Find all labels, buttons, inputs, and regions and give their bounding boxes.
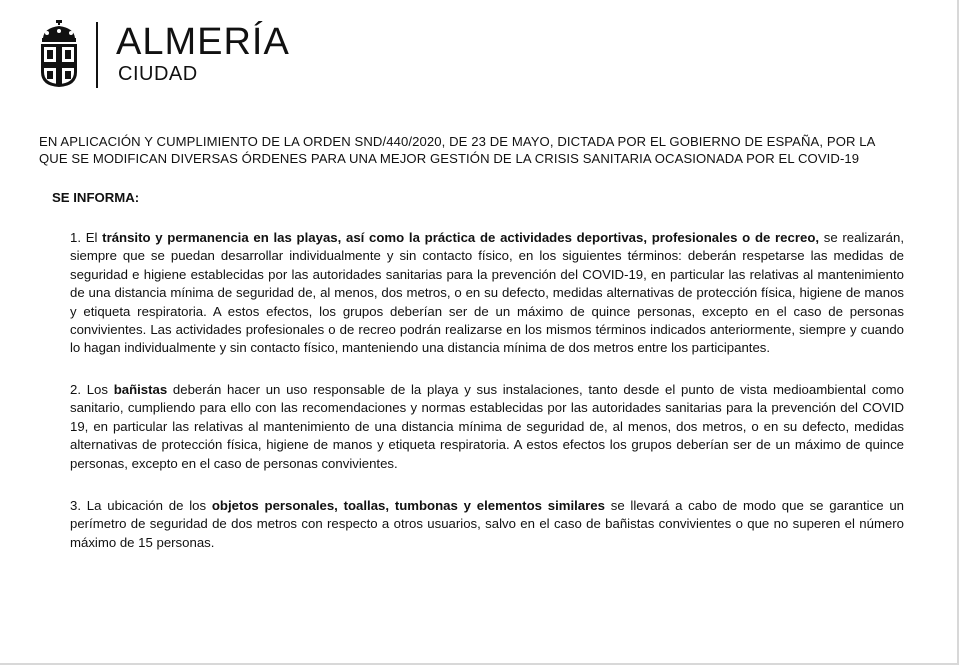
paragraph-3-lead: 3. La ubicación de los [70,498,212,513]
paragraph-2-lead: 2. Los [70,382,114,397]
brand-subtitle: CIUDAD [118,63,198,85]
intro-heading [39,133,905,167]
paragraph-3 [70,497,904,552]
header [38,20,338,90]
brand-title: ALMERÍA [116,21,290,63]
paragraph-2-rest: deberán hacer un uso responsable de la playa y sus instalaciones, tanto desde el punto de vista medioambiental como sanitario, cumpliendo para ello con las recomendaciones y normas establecidas por las autoridades sanitarias para la prevención del COVID 19, en particular las relativas al mantenimiento de una distancia mínima de seguridad de, al menos, dos metros, o en su defecto, medidas alternativas de protección física, higiene de manos y etiqueta respiratoria. A estos efectos los grupos deberían ser de un máximo de quince personas, excepto en el caso de personas convivientes. [70,382,904,471]
paragraph-1-bold: tránsito y permanencia en las playas, así como la práctica de actividades deportivas, profesionales o de recreo, [102,230,820,245]
intro-line-1: EN APLICACIÓN Y CUMPLIMIENTO DE LA ORDEN SND/440/2020, DE 23 DE MAYO, DICTADA POR EL GOBIERNO DE ESPAÑA, POR LA [39,134,876,149]
paragraph-1-lead: 1. El [70,230,103,245]
paragraph-1-rest: se realizarán, siempre que se puedan desarrollar individualmente y sin contacto físico, en los siguientes términos: deberán respetarse las medidas de seguridad e higiene establecidas por las autoridades sanitarias para la prevención del COVID-19, en particular las relativas al mantenimiento de una distancia mínima de seguridad de, al menos, dos metros, o en su defecto, medidas alternativas de protección física, higiene de manos y etiqueta respiratoria. A estos efectos, los grupos deberían ser de un máximo de quince personas, excepto en el caso de personas convivientes. Las actividades profesionales o de recreo podrán realizarse en los mismos términos indicados anteriormente, siempre y cuando lo hagan individualmente y sin contacto físico, manteniendo una distancia mínima de dos metros entre los participantes. [70,230,904,356]
intro-line-2: QUE SE MODIFICAN DIVERSAS ÓRDENES PARA UNA MEJOR GESTIÓN DE LA CRISIS SANITARIA OCASIONADA POR EL COVID-19 [39,151,860,166]
paragraph-3-bold: objetos personales, toallas, tumbonas y elementos similares [211,498,605,513]
paragraph-2 [70,381,904,473]
paragraph-1 [70,229,904,358]
header-divider [96,22,98,88]
city-crest-icon [38,20,80,88]
paragraph-3-rest: se llevará a cabo de modo que se garantice un perímetro de seguridad de dos metros con respecto a otros usuarios, salvo en el caso de bañistas convivientes o que no superen el número máximo de 15 personas. [70,498,904,550]
informa-label: SE INFORMA: [52,190,140,205]
paragraph-2-bold: bañistas [113,382,168,397]
